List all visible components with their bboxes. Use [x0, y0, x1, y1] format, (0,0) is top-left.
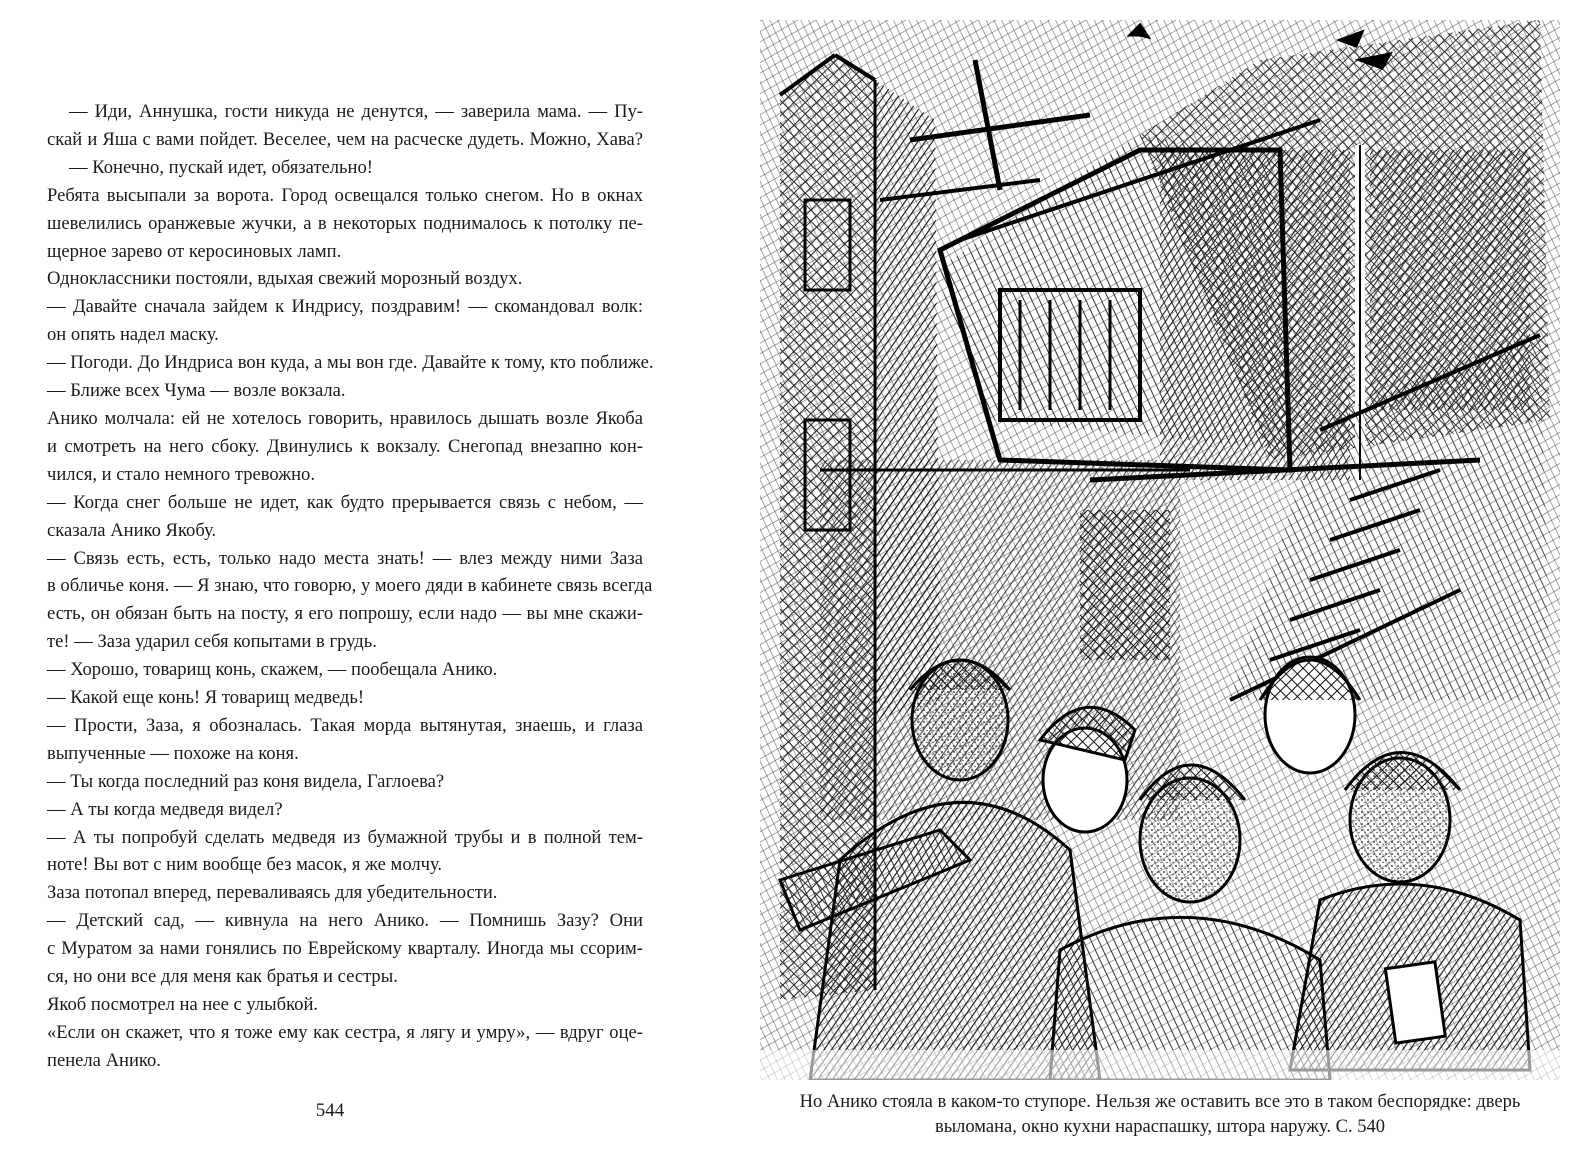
text-line: Якоб посмотрел на нее с улыбкой.: [47, 994, 319, 1015]
text-line: есть, он обязан быть на посту, я его попрошу, если надо — вы мне скажи-: [47, 603, 643, 625]
text-line: Заза потопал вперед, переваливаясь для убедительности.: [47, 882, 498, 904]
text-line: скай и Яша с вами пойдет. Веселее, чем на расческе дудеть. Можно, Хава?: [47, 128, 643, 150]
text-line: — Конечно, пускай идет, обязательно!: [69, 156, 373, 178]
text-line: ноте! Вы вот с ним вообще без масок, я же молчу.: [47, 854, 443, 876]
text-line: Ребята высыпали за ворота. Город освещался только снегом. Но в окнах: [47, 184, 643, 206]
right-page: [760, 0, 1580, 1156]
text-line: — А ты попробуй сделать медведя из бумажной трубы и в полной тем-: [47, 826, 643, 848]
text-line: — Погоди. До Индриса вон куда, а мы вон где. Давайте к тому, кто поближе.: [47, 352, 654, 374]
text-line: — А ты когда медведя видел?: [47, 798, 283, 820]
text-line: — Когда снег больше не идет, как будто прерывается связь с небом, —: [47, 491, 643, 513]
text-line: в обличье коня. — Я знаю, что говорю, у моего дяди в кабинете связь всегда: [47, 575, 653, 597]
street-houses: [820, 460, 1190, 820]
text-line: — Какой еще конь! Я товарищ медведь!: [47, 687, 365, 709]
text-line: — Детский сад, — кивнула на него Анико. — Помнишь Зазу? Они: [47, 910, 643, 932]
sketch-illustration: [760, 0, 1560, 1080]
text-line: ся, но они все для меня как братья и сестры.: [47, 966, 398, 988]
illustration-caption: [760, 1090, 1560, 1140]
text-line: «Если он скажет, что я тоже ему как сестра, я лягу и умру», — вдруг оце-: [47, 1021, 643, 1043]
text-line: шевелились оранжевые жучки, а в некоторых поднималось к потолку пе-: [47, 212, 643, 234]
text-line: — Прости, Заза, я обозналась. Такая морда вытянутая, знаешь, и глаза: [47, 714, 643, 736]
caption-line: Но Анико стояла в каком-то ступоре. Нельзя же оставить все это в таком беспорядке: дверь: [799, 1092, 1521, 1112]
text-line: чился, и стало немного тревожно.: [47, 463, 315, 485]
text-line: с Муратом за нами гонялись по Еврейскому кварталу. Иногда мы ссорим-: [47, 938, 643, 960]
text-line: выпученные — похоже на коня.: [47, 742, 299, 764]
text-line: Одноклассники постояли, вдыхая свежий морозный воздух.: [47, 268, 523, 290]
left-page: [0, 0, 760, 1156]
text-line: — Иди, Аннушка, гости никуда не денутся, — заверила мама. — Пу-: [69, 101, 643, 122]
text-line: те! — Заза ударил себя копытами в грудь.: [47, 631, 377, 653]
text-line: — Связь есть, есть, только надо места знать! — влез между ними Заза: [47, 547, 643, 569]
text-line: Анико молчала: ей не хотелось говорить, нравилось дышать возле Якоба: [47, 407, 643, 429]
text-line: — Ты когда последний раз коня видела, Гаглоева?: [47, 770, 445, 792]
text-line: — Ближе всех Чума — возле вокзала.: [47, 380, 346, 402]
text-line: — Хорошо, товарищ конь, скажем, — пообещала Анико.: [47, 659, 498, 681]
text-line: щерное зарево от керосиновых ламп.: [47, 240, 342, 262]
text-line: — Давайте сначала зайдем к Индрису, поздравим! — скомандовал волк:: [47, 296, 643, 318]
text-line: он опять надел маску.: [47, 324, 219, 346]
text-line: сказала Анико Якобу.: [47, 519, 217, 541]
page-number: 544: [315, 1100, 345, 1121]
text-line: пенела Анико.: [47, 1049, 161, 1071]
body-text: [47, 98, 654, 1075]
text-line: и смотреть на него сбоку. Двинулись к вокзалу. Снегопад внезапно кон-: [47, 435, 643, 457]
caption-line: выломана, окно кухни нараспашку, штора наружу. С. 540: [935, 1117, 1385, 1137]
